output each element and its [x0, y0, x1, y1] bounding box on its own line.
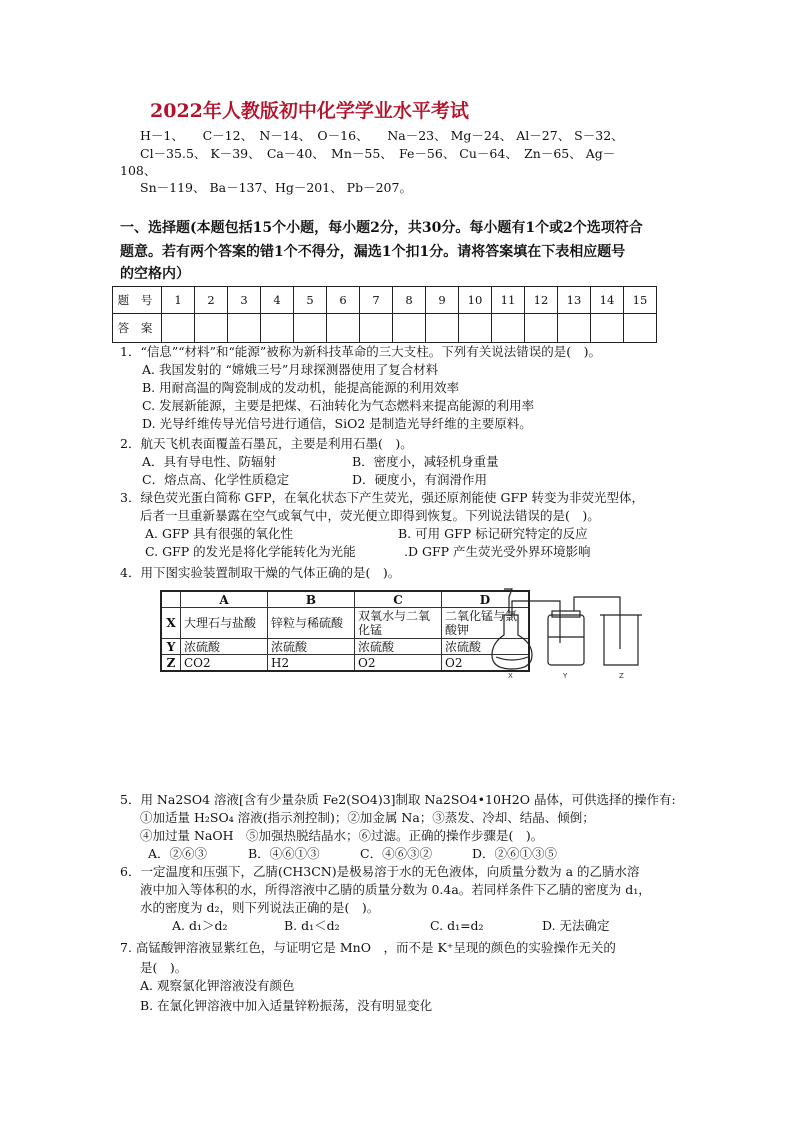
q2-stem: 2．航天飞机表面覆盖石墨瓦，主要是利用石墨( )。 [120, 436, 413, 451]
answer-table-number: 15 [624, 287, 657, 314]
q1-stem: 1．“信息”“材料”和“能源”被称为新科技革命的三大支柱。下列有关说法错误的是( )。 [120, 344, 602, 359]
q6-option-a: A. d₁＞d₂ [172, 918, 228, 933]
answer-table-number: 5 [294, 287, 327, 314]
wash-bottle-y [548, 615, 584, 665]
flask-x [492, 615, 532, 669]
q4-table-corner [161, 591, 181, 608]
q4-cell: 浓硫酸 [268, 639, 355, 655]
q4-cell: 浓硫酸 [442, 639, 530, 655]
q1-option-c: C. 发展新能源，主要是把煤、石油转化为气态燃料来提高能源的利用率 [142, 398, 535, 413]
q5-option-a: A．②⑥③ [148, 846, 208, 861]
q1-option-d: D. 光导纤维传导光信号进行通信，SiO2 是制造光导纤维的主要原料。 [142, 416, 532, 431]
answer-cell[interactable] [393, 314, 426, 343]
answer-table-number: 11 [492, 287, 525, 314]
answer-table-number: 2 [195, 287, 228, 314]
q4-cell: 双氧水与二氧化锰 [355, 608, 442, 639]
answer-cell[interactable] [162, 314, 195, 343]
q6-stem-line-2: 液中加入等体积的水，所得溶液中乙腈的质量分数为 0.4a。若同样条件下乙腈的密度为 d₁， [140, 882, 651, 897]
answer-cell[interactable] [294, 314, 327, 343]
section-heading-line-3: 的空格内） [120, 266, 190, 282]
answer-table-number: 9 [426, 287, 459, 314]
gas-apparatus-diagram [490, 585, 660, 680]
answer-cell[interactable] [492, 314, 525, 343]
q2-option-c: C．熔点高、化学性质稳定 [142, 472, 290, 487]
answer-table-number: 7 [360, 287, 393, 314]
q5-stem: 5．用 Na2SO4 溶液[含有少量杂质 Fe2(SO4)3]制取 Na2SO4•10H2O 晶体，可供选择的操作有: [120, 792, 676, 807]
q4-cell: O2 [442, 655, 530, 672]
q7-option-b: B. 在氯化钾溶液中加入适量锌粉振荡，没有明显变化 [140, 998, 433, 1013]
q4-cell: 二氧化锰与氯酸钾 [442, 608, 530, 639]
answer-cell[interactable] [558, 314, 591, 343]
q5-operations-line-2: ④加过量 NaOH ⑤加强热脱结晶水；⑥过滤。正确的操作步骤是( )。 [140, 828, 544, 843]
q1-option-b: B. 用耐高温的陶瓷制成的发动机，能提高能源的利用效率 [142, 380, 460, 395]
apparatus-label-z: Z [619, 672, 624, 680]
q4-cell: O2 [355, 655, 442, 672]
q3-option-b: B. 可用 GFP 标记研究特定的反应 [398, 526, 588, 541]
q2-option-a: A．具有导电性、防辐射 [142, 454, 277, 469]
answer-table-number: 10 [459, 287, 492, 314]
q4-stem: 4．用下图实验装置制取干燥的气体正确的是( )。 [120, 565, 401, 580]
q4-row-key: Y [161, 639, 181, 655]
q7-stem-line-1: 7. 高锰酸钾溶液显紫红色，与证明它是 MnO ，而不是 K⁺呈现的颜色的实验操作无关的 [120, 940, 616, 955]
answer-cell[interactable] [228, 314, 261, 343]
q4-header-b: B [268, 591, 355, 608]
dropping-funnel [504, 589, 512, 613]
q5-option-d: D．②⑥①③⑤ [472, 846, 558, 861]
q3-option-d: .D GFP 产生荧光受外界环境影响 [404, 544, 591, 559]
answer-table-number: 13 [558, 287, 591, 314]
q6-option-d: D. 无法确定 [542, 918, 610, 933]
collection-jar-z [604, 615, 638, 665]
answer-table-number: 8 [393, 287, 426, 314]
q6-option-b: B. d₁＜d₂ [284, 918, 340, 933]
answer-cell[interactable] [459, 314, 492, 343]
q4-cell: 浓硫酸 [355, 639, 442, 655]
q4-cell: 大理石与盐酸 [181, 608, 268, 639]
answer-cell[interactable] [624, 314, 657, 343]
page-title: 2022年人教版初中化学学业水平考试 [150, 100, 469, 122]
atomic-masses-line-2: Cl－35.5、 K－39、 Ca－40、 Mn－55、 Fe－56、 Cu－64、 Zn－65、 Ag－ [140, 146, 616, 161]
q3-option-a: A. GFP 具有很强的氧化性 [145, 526, 294, 541]
answer-table-number: 1 [162, 287, 195, 314]
answer-cell[interactable] [195, 314, 228, 343]
q4-cell: H2 [268, 655, 355, 672]
q4-cell: 锌粒与稀硫酸 [268, 608, 355, 639]
q4-header-a: A [181, 591, 268, 608]
q4-header-c: C [355, 591, 442, 608]
apparatus-label-x: X [508, 672, 513, 680]
answer-cell[interactable] [327, 314, 360, 343]
atomic-masses-line-3: 108、 [120, 163, 157, 178]
answer-cell[interactable] [261, 314, 294, 343]
answer-cell[interactable] [525, 314, 558, 343]
section-heading-line-2: 题意。若有两个答案的错1个不得分，漏选1个扣1分。请将答案填在下表相应题号 [120, 244, 626, 260]
q5-option-c: C．④⑥③② [360, 846, 433, 861]
q3-stem-line-1: 3．绿色荧光蛋白简称 GFP，在氧化状态下产生荧光，强还原剂能使 GFP 转变为非荧光型体， [120, 490, 645, 505]
answer-table-number: 14 [591, 287, 624, 314]
atomic-masses-line-1: H－1、 C－12、 N－14、 O－16、 Na－23、 Mg－24、 Al－27、 S－32、 [140, 128, 624, 143]
answer-cell[interactable] [360, 314, 393, 343]
q4-row-key: Z [161, 655, 181, 672]
answer-table [112, 286, 657, 343]
q4-reagent-table [160, 590, 530, 672]
q4-row-key: X [161, 608, 181, 639]
q6-stem-line-1: 6．一定温度和压强下，乙腈(CH3CN)是极易溶于水的无色液体，向质量分数为 a 的乙腈水溶 [120, 864, 640, 879]
section-heading-line-1: 一、选择题(本题包括15个小题，每小题2分，共30分。每小题有1个或2个选项符合 [120, 220, 643, 236]
answer-table-number: 12 [525, 287, 558, 314]
q3-stem-line-2: 后者一旦重新暴露在空气或氧气中，荧光便立即得到恢复。下列说法错误的是( )。 [140, 508, 600, 523]
answer-table-number: 3 [228, 287, 261, 314]
q6-stem-line-3: 水的密度为 d₂，则下列说法正确的是( )。 [140, 900, 380, 915]
q4-header-d: D [442, 591, 530, 608]
q1-option-a: A. 我国发射的 “嫦娥三号”月球探测器使用了复合材料 [142, 362, 439, 377]
answer-table-number: 6 [327, 287, 360, 314]
answer-cell[interactable] [591, 314, 624, 343]
q3-option-c: C. GFP 的发光是将化学能转化为光能 [145, 544, 356, 559]
atomic-masses-line-4: Sn－119、 Ba－137、Hg－201、 Pb－207。 [140, 180, 412, 195]
answer-table-number: 4 [261, 287, 294, 314]
q4-cell: 浓硫酸 [181, 639, 268, 655]
answer-table-row2-label: 答 案 [113, 314, 162, 343]
answer-cell[interactable] [426, 314, 459, 343]
q4-cell: CO2 [181, 655, 268, 672]
q7-option-a: A. 观察氯化钾溶液没有颜色 [140, 978, 295, 993]
apparatus-label-y: Y [563, 672, 568, 680]
q2-option-b: B．密度小，减轻机身重量 [352, 454, 499, 469]
answer-table-row1-label: 题 号 [113, 287, 162, 314]
q5-operations-line-1: ①加适量 H₂SO₄ 溶液(指示剂控制)；②加金属 Na；③蒸发、冷却、结晶、倾倒； [140, 810, 595, 825]
q5-option-b: B．④⑥①③ [248, 846, 320, 861]
q7-stem-line-2: 是( )。 [140, 960, 188, 975]
q2-option-d: D．硬度小，有润滑作用 [352, 472, 488, 487]
q6-option-c: C. d₁=d₂ [430, 918, 484, 933]
